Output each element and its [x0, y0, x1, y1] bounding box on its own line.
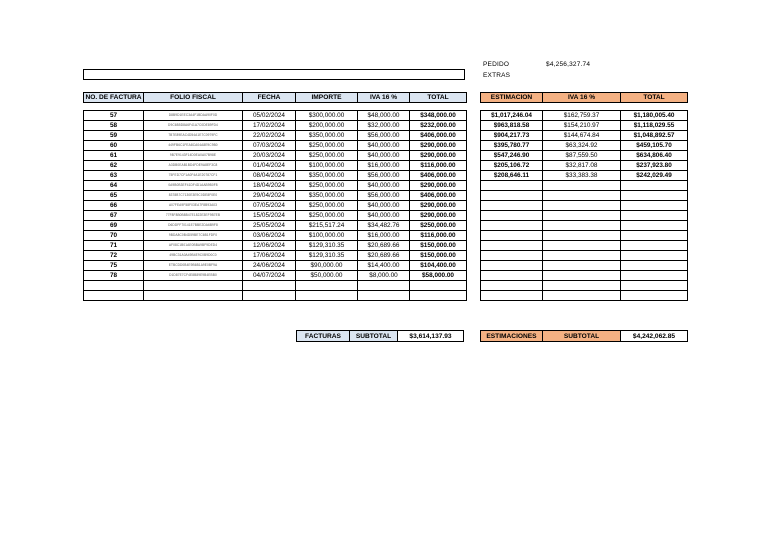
empty-cell	[243, 291, 296, 301]
facturas-summary	[296, 330, 464, 342]
empty-cell	[243, 281, 296, 291]
factura-total-cell: $116,000.00	[410, 161, 467, 171]
estimacion-row[interactable]	[481, 161, 688, 171]
empty-cell	[481, 191, 543, 201]
extras-label: EXTRAS	[483, 72, 511, 79]
estimacion-row[interactable]	[481, 121, 688, 131]
empty-cell	[481, 241, 543, 251]
estimaciones-col-header: IVA 16 %	[543, 93, 621, 103]
empty-cell	[144, 291, 243, 301]
factura-iva-cell: $56,000.00	[358, 131, 410, 141]
empty-cell	[543, 241, 621, 251]
factura-no-cell: 65	[84, 191, 144, 201]
factura-no-cell: 57	[84, 111, 144, 121]
empty-cell	[543, 211, 621, 221]
facturas-summary-label: FACTURAS	[297, 331, 350, 342]
factura-folio-cell: 7B7E89EAC4D54A1E7C0979FC	[144, 131, 243, 141]
factura-folio-cell: D1D87E7CF4E8B89E9B4EBB0	[144, 271, 243, 281]
estimacion-empty-row	[481, 211, 688, 221]
estimacion-empty-row	[481, 191, 688, 201]
factura-no-cell: 63	[84, 171, 144, 181]
estimacion-iva-cell: $87,559.50	[543, 151, 621, 161]
estimacion-total-cell: $1,048,892.57	[621, 131, 688, 141]
factura-folio-cell: 449FB6C1FEA8CA04A8E9C9B0	[144, 141, 243, 151]
empty-cell	[481, 251, 543, 261]
estimacion-row[interactable]	[481, 171, 688, 181]
facturas-subtotal-label: SUBTOTAL	[350, 331, 398, 342]
factura-no-cell: 64	[84, 181, 144, 191]
spacer-cell	[296, 103, 358, 111]
empty-cell	[621, 201, 688, 211]
estimacion-est-cell: $963,818.58	[481, 121, 543, 131]
estimacion-empty-row	[481, 291, 688, 301]
empty-cell	[481, 211, 543, 221]
factura-folio-cell: ETBCDD0B4E9B6B1A9E0BF9A	[144, 261, 243, 271]
factura-fecha-cell: 25/05/2024	[243, 221, 296, 231]
factura-iva-cell: $40,000.00	[358, 141, 410, 151]
factura-total-cell: $290,000.00	[410, 151, 467, 161]
spacer-cell	[358, 103, 410, 111]
factura-folio-cell: AF08C1B01AE0BBA9BF9DED4	[144, 241, 243, 251]
factura-no-cell: 66	[84, 201, 144, 211]
empty-cell	[543, 291, 621, 301]
empty-cell	[481, 271, 543, 281]
factura-iva-cell: $40,000.00	[358, 151, 410, 161]
factura-no-cell: 78	[84, 271, 144, 281]
factura-row[interactable]	[84, 271, 467, 281]
factura-row[interactable]	[84, 131, 467, 141]
factura-folio-cell: 77F8F8B0B8B47E1822E3EF9B7EB	[144, 211, 243, 221]
estimacion-row[interactable]	[481, 131, 688, 141]
factura-folio-cell: D6DDFF70141E7BBE2DA6B9F8	[144, 221, 243, 231]
factura-iva-cell: $16,000.00	[358, 161, 410, 171]
factura-row[interactable]	[84, 211, 467, 221]
estimacion-est-cell: $208,646.11	[481, 171, 543, 181]
empty-cell	[358, 281, 410, 291]
factura-fecha-cell: 01/04/2024	[243, 161, 296, 171]
factura-row[interactable]	[84, 221, 467, 231]
estimacion-total-cell: $1,180,005.40	[621, 111, 688, 121]
factura-iva-cell: $48,000.00	[358, 111, 410, 121]
estimacion-iva-cell: $144,674.84	[543, 131, 621, 141]
estimaciones-table	[480, 92, 688, 301]
estimacion-empty-row	[481, 261, 688, 271]
pedido-label: PEDIDO	[483, 61, 510, 68]
factura-row[interactable]	[84, 191, 467, 201]
factura-row[interactable]	[84, 121, 467, 131]
factura-fecha-cell: 15/05/2024	[243, 211, 296, 221]
estimaciones-col-header: ESTIMACION	[481, 93, 543, 103]
factura-folio-cell: 9BDA8C0B4D59BE7C6B1FDF0	[144, 231, 243, 241]
factura-total-cell: $348,000.00	[410, 111, 467, 121]
factura-iva-cell: $56,000.00	[358, 191, 410, 201]
factura-total-cell: $58,000.00	[410, 271, 467, 281]
factura-folio-cell: 49BC31A0A49B4E9C0B9D0C0	[144, 251, 243, 261]
estimacion-iva-cell: $162,759.37	[543, 111, 621, 121]
pedido-value: $4,256,327.74	[546, 61, 591, 68]
estimaciones-subtotal-value: $4,242,062.85	[621, 331, 688, 342]
factura-fecha-cell: 03/06/2024	[243, 231, 296, 241]
factura-no-cell: 75	[84, 261, 144, 271]
empty-cell	[543, 201, 621, 211]
factura-iva-cell: $14,400.00	[358, 261, 410, 271]
facturas-col-header: TOTAL	[410, 93, 467, 103]
empty-cell	[621, 211, 688, 221]
factura-total-cell: $290,000.00	[410, 201, 467, 211]
estimacion-est-cell: $395,780.77	[481, 141, 543, 151]
estimacion-empty-row	[481, 271, 688, 281]
factura-total-cell: $104,400.00	[410, 261, 467, 271]
factura-fecha-cell: 08/04/2024	[243, 171, 296, 181]
factura-total-cell: $116,000.00	[410, 231, 467, 241]
factura-fecha-cell: 29/04/2024	[243, 191, 296, 201]
empty-cell	[621, 261, 688, 271]
spacer-cell	[84, 103, 144, 111]
facturas-col-header: IMPORTE	[296, 93, 358, 103]
factura-folio-cell: A3DB0EAB1BD4FDE9A8EF3C8	[144, 161, 243, 171]
factura-no-cell: 59	[84, 131, 144, 141]
empty-cell	[481, 231, 543, 241]
empty-cell	[621, 241, 688, 251]
estimacion-row[interactable]	[481, 141, 688, 151]
estimacion-empty-row	[481, 231, 688, 241]
factura-no-cell: 70	[84, 231, 144, 241]
factura-fecha-cell: 17/02/2024	[243, 121, 296, 131]
empty-cell	[84, 281, 144, 291]
factura-iva-cell: $40,000.00	[358, 211, 410, 221]
facturas-subtotal-value: $3,614,137.93	[398, 331, 464, 342]
factura-total-cell: $150,000.00	[410, 251, 467, 261]
factura-no-cell: 60	[84, 141, 144, 151]
estimacion-total-cell: $459,105.70	[621, 141, 688, 151]
factura-importe-cell: $90,000.00	[296, 261, 358, 271]
empty-cell	[410, 281, 467, 291]
factura-empty-row	[84, 291, 467, 301]
spacer-row	[481, 103, 688, 111]
factura-iva-cell: $56,000.00	[358, 171, 410, 181]
empty-cell	[296, 291, 358, 301]
estimacion-total-cell: $237,923.80	[621, 161, 688, 171]
spacer-cell	[144, 103, 243, 111]
factura-no-cell: 71	[84, 241, 144, 251]
empty-cell	[621, 231, 688, 241]
factura-importe-cell: $350,000.00	[296, 191, 358, 201]
empty-cell	[543, 191, 621, 201]
factura-row[interactable]	[84, 161, 467, 171]
factura-row[interactable]	[84, 171, 467, 181]
empty-cell	[621, 271, 688, 281]
empty-cell	[543, 231, 621, 241]
estimacion-row[interactable]	[481, 151, 688, 161]
spacer-cell	[243, 103, 296, 111]
factura-importe-cell: $129,310.35	[296, 251, 358, 261]
empty-cell	[621, 191, 688, 201]
factura-importe-cell: $129,310.35	[296, 241, 358, 251]
factura-importe-cell: $200,000.00	[296, 121, 358, 131]
estimacion-iva-cell: $33,383.38	[543, 171, 621, 181]
factura-importe-cell: $350,000.00	[296, 171, 358, 181]
estimacion-empty-row	[481, 181, 688, 191]
empty-cell	[543, 261, 621, 271]
factura-no-cell: 67	[84, 211, 144, 221]
factura-fecha-cell: 17/06/2024	[243, 251, 296, 261]
estimaciones-header-row	[481, 93, 688, 103]
estimacion-est-cell: $904,217.73	[481, 131, 543, 141]
factura-folio-cell: 75FED7CF1A0F4A1E20787CF1	[144, 171, 243, 181]
factura-iva-cell: $34,482.76	[358, 221, 410, 231]
estimacion-row[interactable]	[481, 111, 688, 121]
estimacion-total-cell: $1,118,029.55	[621, 121, 688, 131]
factura-iva-cell: $40,000.00	[358, 201, 410, 211]
factura-row[interactable]	[84, 231, 467, 241]
empty-cell	[543, 221, 621, 231]
empty-cell	[543, 271, 621, 281]
factura-importe-cell: $215,517.24	[296, 221, 358, 231]
spacer-cell	[621, 103, 688, 111]
empty-cell	[543, 251, 621, 261]
empty-cell	[543, 281, 621, 291]
empty-cell	[296, 281, 358, 291]
factura-row[interactable]	[84, 151, 467, 161]
factura-row[interactable]	[84, 201, 467, 211]
factura-fecha-cell: 22/02/2024	[243, 131, 296, 141]
estimacion-est-cell: $1,017,246.04	[481, 111, 543, 121]
estimacion-iva-cell: $63,324.92	[543, 141, 621, 151]
empty-cell	[481, 261, 543, 271]
factura-importe-cell: $100,000.00	[296, 231, 358, 241]
estimacion-empty-row	[481, 251, 688, 261]
facturas-col-header: FECHA	[243, 93, 296, 103]
factura-row[interactable]	[84, 111, 467, 121]
estimaciones-subtotal-label: SUBTOTAL	[543, 331, 621, 342]
empty-cell	[621, 251, 688, 261]
factura-iva-cell: $8,000.00	[358, 271, 410, 281]
estimacion-iva-cell: $32,817.08	[543, 161, 621, 171]
factura-importe-cell: $50,000.00	[296, 271, 358, 281]
estimacion-empty-row	[481, 241, 688, 251]
empty-cell	[481, 181, 543, 191]
empty-cell	[621, 221, 688, 231]
factura-folio-cell: 9B7E9143F14D0EA0A07B98E	[144, 151, 243, 161]
factura-folio-cell: D9C6B5D8A6F41A7C0DE89FD4	[144, 121, 243, 131]
empty-cell	[358, 291, 410, 301]
factura-empty-row	[84, 281, 467, 291]
factura-total-cell: $290,000.00	[410, 181, 467, 191]
estimacion-est-cell: $205,106.72	[481, 161, 543, 171]
factura-total-cell: $406,000.00	[410, 191, 467, 201]
factura-row[interactable]	[84, 181, 467, 191]
factura-row[interactable]	[84, 251, 467, 261]
factura-importe-cell: $350,000.00	[296, 131, 358, 141]
facturas-col-header: FOLIO FISCAL	[144, 93, 243, 103]
factura-total-cell: $232,000.00	[410, 121, 467, 131]
factura-folio-cell: 8378B7C7130E3E9C0DE8F0E0	[144, 191, 243, 201]
facturas-col-header: NO. DE FACTURA	[85, 94, 142, 101]
factura-fecha-cell: 24/06/2024	[243, 261, 296, 271]
factura-total-cell: $406,000.00	[410, 171, 467, 181]
factura-iva-cell: $20,689.66	[358, 251, 410, 261]
estimacion-iva-cell: $154,210.97	[543, 121, 621, 131]
facturas-header-row	[84, 93, 467, 103]
factura-folio-cell: A07FEA9F58F03EA7F8B93A03	[144, 201, 243, 211]
spacer-cell	[481, 103, 543, 111]
spacer-cell	[543, 103, 621, 111]
factura-importe-cell: $250,000.00	[296, 211, 358, 221]
spacer-row	[84, 103, 467, 111]
factura-importe-cell: $100,000.00	[296, 161, 358, 171]
title-field[interactable]	[83, 69, 465, 80]
estimacion-empty-row	[481, 281, 688, 291]
factura-no-cell: 62	[84, 161, 144, 171]
factura-no-cell: 72	[84, 251, 144, 261]
estimaciones-summary-label: ESTIMACIONES	[481, 331, 543, 342]
factura-row[interactable]	[84, 261, 467, 271]
factura-fecha-cell: 07/05/2024	[243, 201, 296, 211]
factura-importe-cell: $250,000.00	[296, 151, 358, 161]
estimacion-empty-row	[481, 201, 688, 211]
empty-cell	[410, 291, 467, 301]
facturas-table	[83, 92, 467, 301]
factura-iva-cell: $16,000.00	[358, 231, 410, 241]
factura-no-cell: 61	[84, 151, 144, 161]
empty-cell	[621, 181, 688, 191]
factura-fecha-cell: 18/04/2024	[243, 181, 296, 191]
factura-fecha-cell: 12/06/2024	[243, 241, 296, 251]
factura-total-cell: $250,000.00	[410, 221, 467, 231]
factura-total-cell: $290,000.00	[410, 141, 467, 151]
empty-cell	[621, 291, 688, 301]
factura-total-cell: $406,000.00	[410, 131, 467, 141]
estimacion-total-cell: $634,806.40	[621, 151, 688, 161]
empty-cell	[144, 281, 243, 291]
factura-fecha-cell: 20/03/2024	[243, 151, 296, 161]
factura-iva-cell: $32,000.00	[358, 121, 410, 131]
empty-cell	[481, 291, 543, 301]
empty-cell	[621, 281, 688, 291]
factura-no-cell: 58	[84, 121, 144, 131]
empty-cell	[481, 281, 543, 291]
estimacion-empty-row	[481, 221, 688, 231]
spacer-cell	[410, 103, 467, 111]
facturas-col-header: IVA 16 %	[358, 93, 410, 103]
estimaciones-col-header: TOTAL	[621, 93, 688, 103]
factura-importe-cell: $250,000.00	[296, 141, 358, 151]
factura-row[interactable]	[84, 141, 467, 151]
factura-folio-cell: D8B9D1EEC3A4F1BDAA90F0D	[144, 111, 243, 121]
factura-fecha-cell: 04/07/2024	[243, 271, 296, 281]
estimacion-total-cell: $242,029.49	[621, 171, 688, 181]
factura-iva-cell: $40,000.00	[358, 181, 410, 191]
empty-cell	[543, 181, 621, 191]
empty-cell	[84, 291, 144, 301]
factura-importe-cell: $250,000.00	[296, 201, 358, 211]
factura-importe-cell: $300,000.00	[296, 111, 358, 121]
estimaciones-summary	[480, 330, 688, 342]
factura-no-cell: 69	[84, 221, 144, 231]
factura-total-cell: $150,000.00	[410, 241, 467, 251]
factura-importe-cell: $250,000.00	[296, 181, 358, 191]
factura-fecha-cell: 05/02/2024	[243, 111, 296, 121]
empty-cell	[481, 221, 543, 231]
factura-row[interactable]	[84, 241, 467, 251]
estimacion-est-cell: $547,246.90	[481, 151, 543, 161]
factura-iva-cell: $20,689.66	[358, 241, 410, 251]
factura-folio-cell: 0A9B0B3EF41DF4D1AAB9B0F8	[144, 181, 243, 191]
factura-total-cell: $290,000.00	[410, 211, 467, 221]
empty-cell	[481, 201, 543, 211]
factura-fecha-cell: 07/03/2024	[243, 141, 296, 151]
